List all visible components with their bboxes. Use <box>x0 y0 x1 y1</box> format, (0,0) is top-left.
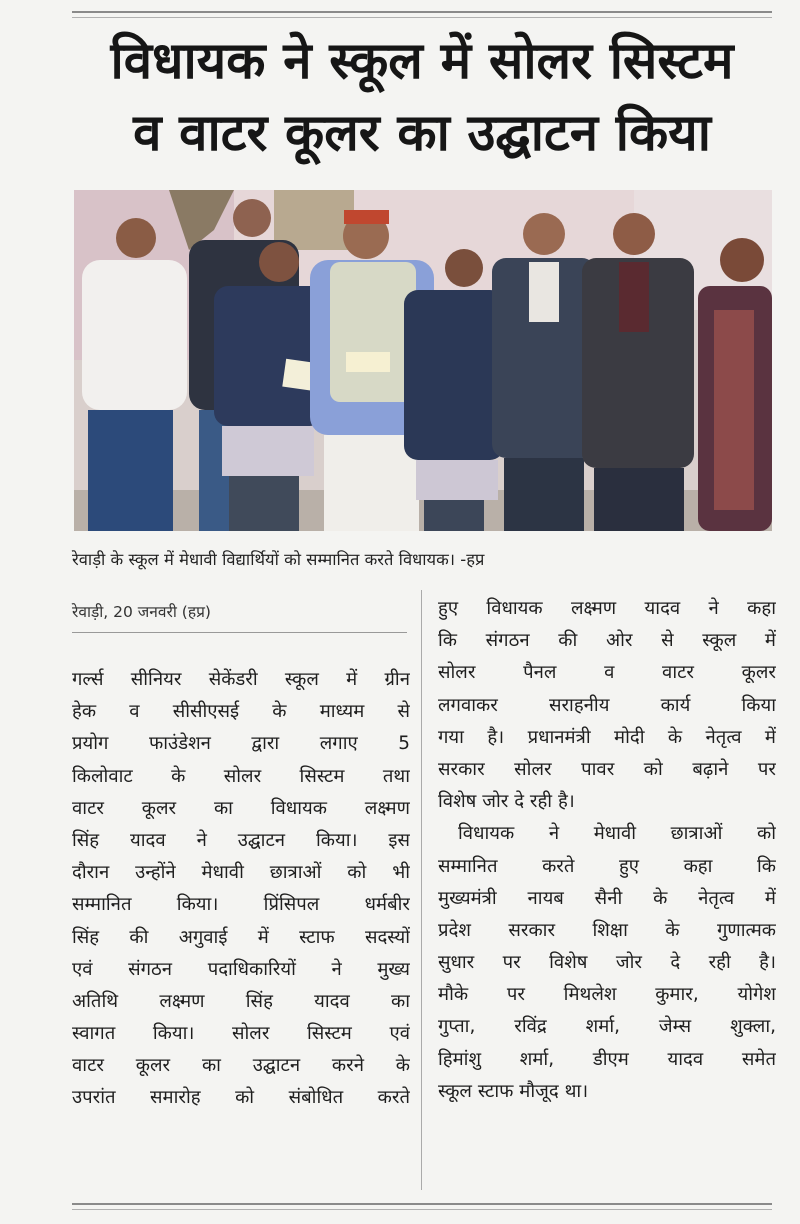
news-photo <box>74 190 772 531</box>
text-line: कि संगठन की ओर से स्कूल में <box>438 630 776 652</box>
text-line: सम्मानित करते हुए कहा कि <box>438 855 776 877</box>
article-right-column <box>438 593 776 1108</box>
text-line: गर्ल्स सीनियर सेकेंडरी स्कूल में ग्रीन <box>72 669 410 690</box>
text-line: वाटर कूलर का उद्घाटन करने के <box>72 1055 410 1077</box>
text-line: सिंह यादव ने उद्घाटन किया। इस <box>72 829 410 851</box>
text-line: सुधार पर विशेष जोर दे रही है। <box>438 952 776 974</box>
headline-line-1: विधायक ने स्कूल में सोलर सिस्टम <box>110 32 734 91</box>
top-rule-thin <box>72 17 772 18</box>
text-line: प्रयोग फाउंडेशन द्वारा लगाए 5 <box>72 733 410 755</box>
text-line: मौके पर मिथलेश कुमार, योगेश <box>438 984 776 1006</box>
text-line: मुख्यमंत्री नायब सैनी के नेतृत्व में <box>438 887 776 909</box>
text-line: गया है। प्रधानमंत्री मोदी के नेतृत्व में <box>438 726 776 748</box>
text-line: स्वागत किया। सोलर सिस्टम एवं <box>72 1023 410 1045</box>
article-left-column <box>72 664 410 1115</box>
text-line: किलोवाट के सोलर सिस्टम तथा <box>72 765 410 787</box>
text-line: हिमांशु शर्मा, डीएम यादव समेत <box>438 1048 776 1070</box>
text-line: हुए विधायक लक्ष्मण यादव ने कहा <box>438 598 776 619</box>
text-line: स्कूल स्टाफ मौजूद था। <box>438 1080 589 1102</box>
text-line: सिंह की अगुवाई में स्टाफ सदस्यों <box>72 926 410 948</box>
headline <box>72 26 772 170</box>
text-line: एवं संगठन पदाधिकारियों ने मुख्य <box>72 958 410 980</box>
text-line: सोलर पैनल व वाटर कूलर <box>438 662 776 684</box>
text-line: सम्मानित किया। प्रिंसिपल धर्मबीर <box>72 894 410 916</box>
text-line: सरकार सोलर पावर को बढ़ाने पर <box>438 758 776 780</box>
text-line: प्रदेश सरकार शिक्षा के गुणात्मक <box>438 919 776 941</box>
headline-line-2: व वाटर कूलर का उद्घाटन किया <box>133 104 711 163</box>
text-line: उपरांत समारोह को संबोधित करते <box>72 1087 410 1109</box>
text-line: अतिथि लक्ष्मण सिंह यादव का <box>72 990 410 1012</box>
photo-caption: रेवाड़ी के स्कूल में मेधावी विद्यार्थियों को सम्मानित करते विधायक। -हप्र <box>72 550 485 569</box>
bottom-rule-thin <box>72 1209 772 1210</box>
dateline: रेवाड़ी, 20 जनवरी (हप्र) <box>72 603 211 621</box>
column-divider <box>421 590 422 1190</box>
text-line: विशेष जोर दे रही है। <box>438 791 575 813</box>
dateline-rule <box>72 632 407 633</box>
text-line: वाटर कूलर का विधायक लक्ष्मण <box>72 797 410 819</box>
text-line: विधायक ने मेधावी छात्राओं को <box>458 823 776 845</box>
text-line: गुप्ता, रविंद्र शर्मा, जेम्स शुक्ला, <box>438 1016 776 1038</box>
text-line: हेक व सीसीएसई के माध्यम से <box>72 701 410 723</box>
text-line: लगवाकर सराहनीय कार्य किया <box>438 694 776 716</box>
group-photo-illustration <box>74 190 772 531</box>
text-line: दौरान उन्होंने मेधावी छात्राओं को भी <box>72 862 410 884</box>
bottom-rule <box>72 1203 772 1205</box>
top-rule <box>72 11 772 13</box>
